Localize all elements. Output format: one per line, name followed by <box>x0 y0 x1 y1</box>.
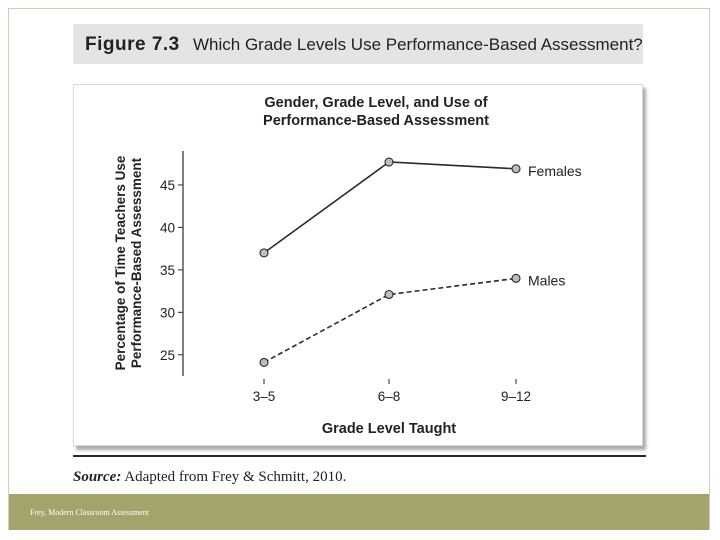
y-tick-label: 40 <box>159 220 175 236</box>
source-divider <box>73 455 646 457</box>
y-tick-label: 45 <box>159 177 175 193</box>
series-line-females <box>264 162 516 253</box>
figure-title: Which Grade Levels Use Performance-Based Assessment? <box>193 35 643 54</box>
y-axis-label-line: Performance-Based Assessment <box>129 157 144 369</box>
series-label-females: Females <box>528 162 582 179</box>
x-tick-label: 9–12 <box>500 389 532 404</box>
data-point-females <box>260 249 268 257</box>
source-label: Source: <box>73 469 122 485</box>
data-point-males <box>385 290 393 298</box>
y-tick-label: 35 <box>159 262 175 278</box>
data-point-males <box>512 274 520 282</box>
chart-panel <box>73 84 643 446</box>
figure-label: Figure 7.3 <box>85 34 180 55</box>
x-axis-label: Grade Level Taught <box>321 421 457 437</box>
y-tick-label: 25 <box>159 347 175 363</box>
footer-bar <box>9 494 709 530</box>
data-point-males <box>260 358 268 366</box>
source-citation <box>73 469 346 486</box>
x-tick-label: 3–5 <box>252 389 276 404</box>
data-point-females <box>512 165 520 173</box>
series-label-males: Males <box>528 272 566 289</box>
chart-title-line: Performance-Based Assessment <box>263 113 489 129</box>
y-axis-label <box>113 155 144 370</box>
chart-title-line: Gender, Grade Level, and Use of <box>264 95 488 111</box>
line-chart <box>74 85 642 445</box>
footer-text: Frey, Modern Classroom Assessment <box>30 508 150 517</box>
y-tick-label: 30 <box>159 305 175 321</box>
figure-header <box>73 24 643 64</box>
x-tick-label: 6–8 <box>377 389 401 404</box>
data-point-females <box>385 158 393 166</box>
y-axis-label-line: Percentage of Time Teachers Use <box>113 155 128 371</box>
source-text: Adapted from Frey & Schmitt, 2010. <box>124 469 347 485</box>
